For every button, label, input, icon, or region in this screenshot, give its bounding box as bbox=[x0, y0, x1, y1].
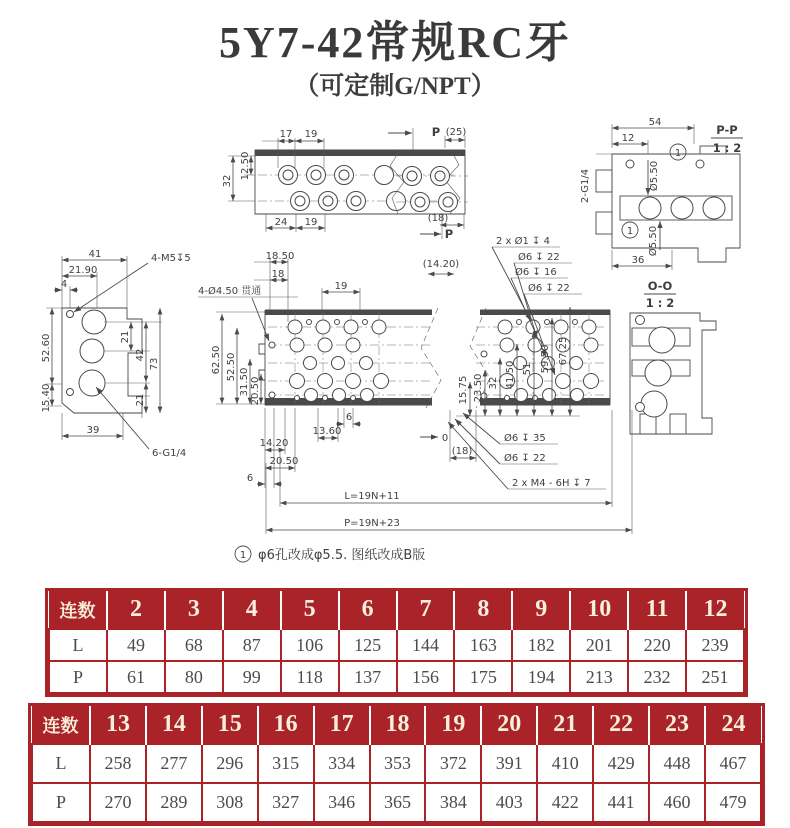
table-corner-header: 连数 bbox=[32, 706, 90, 744]
dim-label: 19 bbox=[334, 281, 348, 292]
column-header: 19 bbox=[425, 706, 481, 744]
pp-section-view bbox=[580, 117, 743, 270]
table-cell: 220 bbox=[628, 629, 686, 661]
hole-callout: Ø6 ↧ 22 bbox=[518, 252, 560, 263]
dim-label: P bbox=[444, 227, 454, 241]
table-cell: 429 bbox=[593, 744, 649, 783]
table-cell: 315 bbox=[258, 744, 314, 783]
column-header: 6 bbox=[339, 591, 397, 629]
column-header: 11 bbox=[628, 591, 686, 629]
column-header: 16 bbox=[258, 706, 314, 744]
table-cell: 80 bbox=[165, 661, 223, 693]
table-cell: 467 bbox=[705, 744, 761, 783]
table-cell: 106 bbox=[281, 629, 339, 661]
table-cell: 118 bbox=[281, 661, 339, 693]
column-header: 2 bbox=[107, 591, 165, 629]
section-scale: 1 : 2 bbox=[712, 141, 742, 155]
column-header: 9 bbox=[512, 591, 570, 629]
dimension-table-1 bbox=[45, 588, 748, 697]
table-cell: 479 bbox=[705, 783, 761, 822]
table-row bbox=[49, 661, 744, 693]
table-cell: 68 bbox=[165, 629, 223, 661]
table-row bbox=[32, 744, 761, 783]
table-cell: 137 bbox=[339, 661, 397, 693]
dim-label: Ø5.50 bbox=[648, 225, 659, 257]
dim-label: 62.50 bbox=[211, 345, 222, 375]
dim-label: 6 bbox=[345, 412, 353, 423]
dim-label: (18) bbox=[451, 446, 473, 457]
hole-callout: Ø6 ↧ 22 bbox=[504, 453, 546, 464]
dim-label: 2-G1/4 bbox=[580, 168, 591, 204]
dim-label: 54 bbox=[648, 117, 662, 128]
table-cell: 327 bbox=[258, 783, 314, 822]
dim-label: Ø5.50 bbox=[649, 160, 660, 192]
formula-L: L=19N+11 bbox=[344, 491, 400, 502]
dim-label: 41 bbox=[88, 249, 102, 260]
dim-label: 51 bbox=[522, 362, 533, 376]
column-header: 4 bbox=[223, 591, 281, 629]
row-label: P bbox=[49, 661, 107, 693]
front-view bbox=[222, 129, 460, 232]
table-cell: 144 bbox=[397, 629, 455, 661]
drill-callout: 4-Ø4.50 贯通 bbox=[198, 286, 262, 297]
dim-label: 20.50 bbox=[269, 456, 299, 467]
table-cell: 403 bbox=[481, 783, 537, 822]
table-cell: 308 bbox=[202, 783, 258, 822]
column-header: 23 bbox=[649, 706, 705, 744]
dim-label: 21.90 bbox=[68, 265, 98, 276]
page-title: 5Y7-42常规RC牙 bbox=[219, 18, 571, 67]
column-header: 15 bbox=[202, 706, 258, 744]
dim-label: 39 bbox=[86, 425, 100, 436]
dim-label: 59.50 bbox=[540, 344, 551, 374]
table-cell: 163 bbox=[454, 629, 512, 661]
table-cell: 251 bbox=[686, 661, 744, 693]
dim-label: (18) bbox=[427, 213, 449, 224]
hole-callout: Ø6 ↧ 22 bbox=[528, 283, 570, 294]
column-header: 8 bbox=[454, 591, 512, 629]
table-cell: 391 bbox=[481, 744, 537, 783]
column-header: 20 bbox=[481, 706, 537, 744]
column-header: 24 bbox=[705, 706, 761, 744]
dim-label: 20.50 bbox=[250, 376, 261, 406]
table-cell: 441 bbox=[593, 783, 649, 822]
dim-label: 31.50 bbox=[239, 367, 250, 397]
dim-label: 15.75 bbox=[458, 375, 469, 405]
table-cell: 372 bbox=[425, 744, 481, 783]
thread-callout: 4-M5↧5 bbox=[151, 253, 191, 264]
table-cell: 270 bbox=[90, 783, 146, 822]
dim-label: 12.50 bbox=[240, 151, 251, 181]
dim-label: 0 bbox=[441, 433, 449, 444]
row-label: L bbox=[32, 744, 90, 783]
column-header: 3 bbox=[165, 591, 223, 629]
revision-marker: 1 bbox=[674, 148, 682, 159]
formula-P: P=19N+23 bbox=[344, 518, 400, 529]
dim-label: 67.25 bbox=[558, 336, 569, 366]
dimension-table-2 bbox=[28, 703, 765, 826]
dim-label: 24 bbox=[274, 217, 288, 228]
table-cell: 460 bbox=[649, 783, 705, 822]
dim-label: 73 bbox=[149, 357, 160, 371]
column-header: 14 bbox=[146, 706, 202, 744]
dim-label: 17 bbox=[279, 129, 293, 140]
dim-label: 32 bbox=[488, 376, 499, 390]
dim-label: 18.50 bbox=[265, 251, 295, 262]
column-header: 10 bbox=[570, 591, 628, 629]
column-header: 17 bbox=[314, 706, 370, 744]
column-header: 21 bbox=[537, 706, 593, 744]
section-scale: 1 : 2 bbox=[645, 296, 675, 310]
dim-label: 18 bbox=[271, 269, 285, 280]
table-cell: 334 bbox=[314, 744, 370, 783]
section-name: O-O bbox=[647, 279, 673, 293]
table-cell: 232 bbox=[628, 661, 686, 693]
dim-label: 4 bbox=[60, 279, 68, 290]
column-header: 13 bbox=[90, 706, 146, 744]
table-cell: 175 bbox=[454, 661, 512, 693]
table-cell: 258 bbox=[90, 744, 146, 783]
dim-label: 12 bbox=[621, 133, 635, 144]
dim-label: 52.60 bbox=[41, 333, 52, 363]
dim-label: 36 bbox=[631, 255, 645, 266]
dim-label: (25) bbox=[445, 127, 467, 138]
table-cell: 296 bbox=[202, 744, 258, 783]
hole-callout: Ø6 ↧ 35 bbox=[504, 433, 546, 444]
dim-label: 19 bbox=[304, 129, 318, 140]
dim-label: 32 bbox=[222, 174, 233, 188]
hole-grid bbox=[268, 312, 430, 403]
table-cell: 384 bbox=[425, 783, 481, 822]
dim-label: P bbox=[431, 125, 441, 139]
column-header: 18 bbox=[370, 706, 426, 744]
column-header: 5 bbox=[281, 591, 339, 629]
table-cell: 201 bbox=[570, 629, 628, 661]
revision-note-text: φ6孔改成φ5.5. 图纸改成B版 bbox=[258, 548, 426, 563]
dim-label: 15.40 bbox=[41, 383, 52, 413]
dim-label: (14.20) bbox=[422, 259, 460, 270]
dim-label: 41.50 bbox=[505, 360, 516, 390]
table-cell: 99 bbox=[223, 661, 281, 693]
side-view bbox=[41, 249, 191, 459]
table-cell: 194 bbox=[512, 661, 570, 693]
table-cell: 61 bbox=[107, 661, 165, 693]
table-cell: 87 bbox=[223, 629, 281, 661]
dim-label: 13.60 bbox=[312, 426, 342, 437]
table-cell: 49 bbox=[107, 629, 165, 661]
table-cell: 277 bbox=[146, 744, 202, 783]
hole-callout: Ø6 ↧ 16 bbox=[515, 267, 557, 278]
column-header: 7 bbox=[397, 591, 455, 629]
table-cell: 125 bbox=[339, 629, 397, 661]
table-cell: 448 bbox=[649, 744, 705, 783]
table-cell: 156 bbox=[397, 661, 455, 693]
revision-marker: 1 bbox=[239, 550, 247, 561]
table-cell: 410 bbox=[537, 744, 593, 783]
dim-label: 21 bbox=[120, 330, 131, 344]
column-header: 22 bbox=[593, 706, 649, 744]
technical-drawing bbox=[0, 108, 790, 578]
dim-label: 42 bbox=[135, 348, 146, 362]
column-header: 12 bbox=[686, 591, 744, 629]
table-cell: 239 bbox=[686, 629, 744, 661]
row-label: L bbox=[49, 629, 107, 661]
dim-label: 52.50 bbox=[226, 352, 237, 382]
row-label: P bbox=[32, 783, 90, 822]
dim-label: 23.50 bbox=[473, 373, 484, 403]
oo-section-view bbox=[630, 279, 716, 434]
table-row bbox=[49, 629, 744, 661]
p-view bbox=[388, 125, 468, 241]
table-cell: 346 bbox=[314, 783, 370, 822]
dim-label: 19 bbox=[304, 217, 318, 228]
table-cell: 289 bbox=[146, 783, 202, 822]
table-cell: 365 bbox=[370, 783, 426, 822]
revision-marker: 1 bbox=[626, 226, 634, 237]
table-cell: 213 bbox=[570, 661, 628, 693]
table-cell: 422 bbox=[537, 783, 593, 822]
page-subtitle: （可定制G/NPT） bbox=[294, 73, 496, 100]
thread-callout: 2 x M4 - 6H ↧ 7 bbox=[512, 478, 591, 489]
section-name: P-P bbox=[716, 123, 738, 137]
table-corner-header: 连数 bbox=[49, 591, 107, 629]
dim-label: 21 bbox=[135, 393, 146, 407]
port-callout: 6-G1/4 bbox=[152, 448, 187, 459]
dim-label: 6 bbox=[246, 473, 254, 484]
hole-callout: 2 x Ø1 ↧ 4 bbox=[496, 236, 550, 247]
table-cell: 353 bbox=[370, 744, 426, 783]
table-row bbox=[32, 783, 761, 822]
revision-note bbox=[235, 546, 425, 563]
dim-label: 14.20 bbox=[259, 438, 289, 449]
table-cell: 182 bbox=[512, 629, 570, 661]
